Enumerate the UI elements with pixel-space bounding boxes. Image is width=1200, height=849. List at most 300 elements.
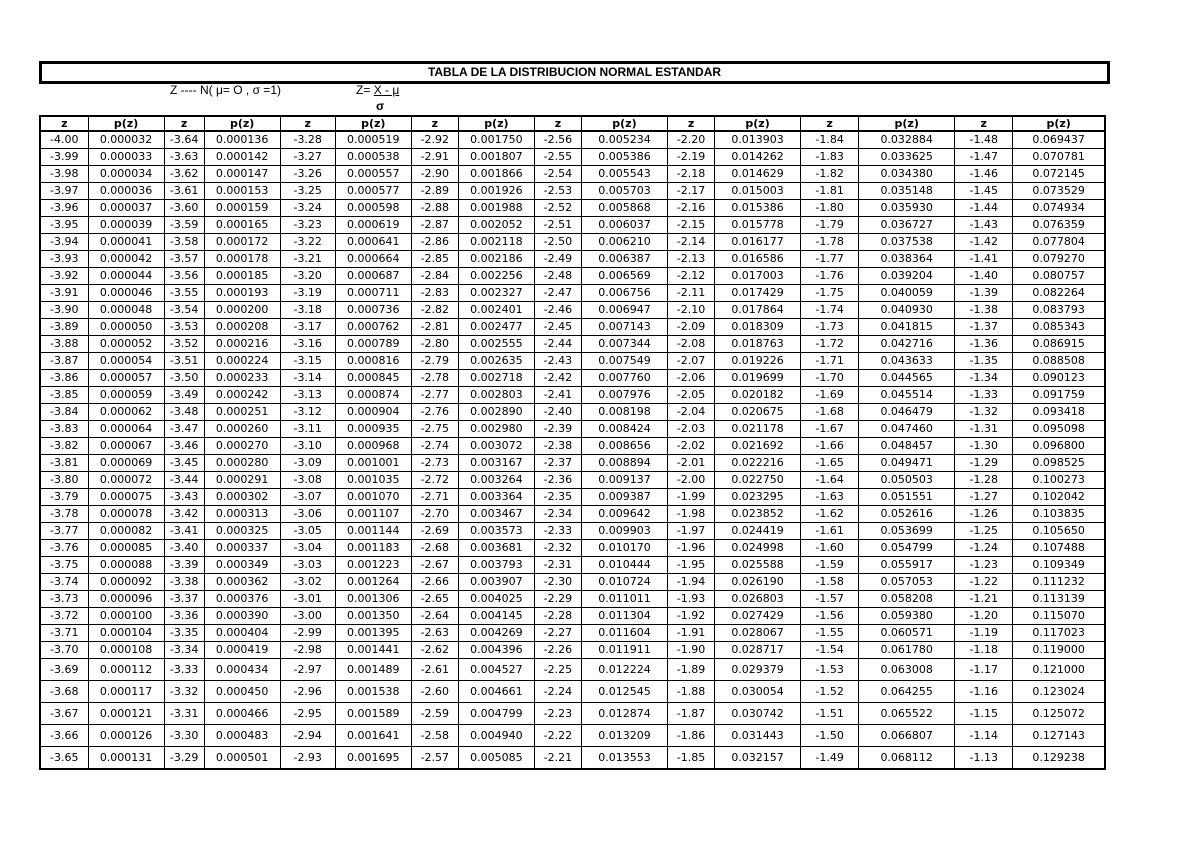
z-value-cell: -2.18	[668, 166, 715, 183]
probability-cell: 0.102042	[1013, 489, 1105, 506]
z-value-cell: -2.84	[411, 268, 458, 285]
z-value-cell: -1.45	[955, 183, 1013, 200]
probability-cell: 0.000968	[335, 438, 411, 455]
z-value-cell: -2.33	[534, 523, 581, 540]
probability-cell: 0.000224	[204, 353, 280, 370]
probability-cell: 0.002477	[458, 319, 534, 336]
z-value-cell: -2.59	[411, 703, 458, 725]
z-value-cell: -2.76	[411, 404, 458, 421]
probability-cell: 0.000483	[204, 725, 280, 747]
z-value-cell: -3.17	[280, 319, 335, 336]
probability-cell: 0.006037	[581, 217, 667, 234]
probability-cell: 0.000280	[204, 455, 280, 472]
z-value-cell: -2.32	[534, 540, 581, 557]
probability-cell: 0.061780	[859, 642, 955, 659]
probability-cell: 0.021178	[715, 421, 801, 438]
z-value-cell: -3.53	[164, 319, 204, 336]
table-row	[40, 149, 1105, 166]
probability-cell: 0.028717	[715, 642, 801, 659]
probability-cell: 0.048457	[859, 438, 955, 455]
probability-cell: 0.001035	[335, 472, 411, 489]
probability-cell: 0.007344	[581, 336, 667, 353]
z-value-cell: -2.72	[411, 472, 458, 489]
probability-cell: 0.006947	[581, 302, 667, 319]
probability-cell: 0.000251	[204, 404, 280, 421]
probability-cell: 0.119000	[1013, 642, 1105, 659]
z-value-cell: -2.99	[280, 625, 335, 642]
z-value-cell: -1.21	[955, 591, 1013, 608]
z-value-cell: -2.11	[668, 285, 715, 302]
probability-cell: 0.052616	[859, 506, 955, 523]
probability-cell: 0.105650	[1013, 523, 1105, 540]
probability-cell: 0.000153	[204, 183, 280, 200]
z-value-cell: -3.23	[280, 217, 335, 234]
probability-cell: 0.003907	[458, 574, 534, 591]
probability-cell: 0.070781	[1013, 149, 1105, 166]
z-value-cell: -2.90	[411, 166, 458, 183]
z-value-cell: -1.56	[801, 608, 859, 625]
probability-cell: 0.001107	[335, 506, 411, 523]
z-value-cell: -1.14	[955, 725, 1013, 747]
header-pz: p(z)	[335, 116, 411, 131]
probability-cell: 0.000208	[204, 319, 280, 336]
probability-cell: 0.010444	[581, 557, 667, 574]
probability-cell: 0.000216	[204, 336, 280, 353]
z-value-cell: -1.71	[801, 353, 859, 370]
probability-cell: 0.000935	[335, 421, 411, 438]
probability-cell: 0.001070	[335, 489, 411, 506]
probability-cell: 0.017003	[715, 268, 801, 285]
table-row	[40, 234, 1105, 251]
z-value-cell: -3.14	[280, 370, 335, 387]
z-value-cell: -1.97	[668, 523, 715, 540]
z-value-cell: -3.87	[40, 353, 88, 370]
z-value-cell: -1.55	[801, 625, 859, 642]
table-row	[40, 642, 1105, 659]
z-value-cell: -3.50	[164, 370, 204, 387]
probability-cell: 0.025588	[715, 557, 801, 574]
probability-cell: 0.000816	[335, 353, 411, 370]
z-value-cell: -1.47	[955, 149, 1013, 166]
z-value-cell: -1.86	[668, 725, 715, 747]
probability-cell: 0.004025	[458, 591, 534, 608]
probability-cell: 0.000069	[88, 455, 164, 472]
z-value-cell: -3.27	[280, 149, 335, 166]
probability-cell: 0.009387	[581, 489, 667, 506]
probability-cell: 0.022216	[715, 455, 801, 472]
table-row	[40, 353, 1105, 370]
z-value-cell: -2.26	[534, 642, 581, 659]
probability-cell: 0.012224	[581, 659, 667, 681]
z-value-cell: -1.63	[801, 489, 859, 506]
z-value-cell: -1.78	[801, 234, 859, 251]
probability-cell: 0.002890	[458, 404, 534, 421]
probability-cell: 0.000349	[204, 557, 280, 574]
probability-cell: 0.050503	[859, 472, 955, 489]
table-row	[40, 438, 1105, 455]
probability-cell: 0.115070	[1013, 608, 1105, 625]
z-value-cell: -3.39	[164, 557, 204, 574]
z-value-cell: -1.40	[955, 268, 1013, 285]
table-row	[40, 523, 1105, 540]
probability-cell: 0.001001	[335, 455, 411, 472]
z-value-cell: -3.92	[40, 268, 88, 285]
table-row	[40, 472, 1105, 489]
probability-cell: 0.000789	[335, 336, 411, 353]
probability-cell: 0.032157	[715, 747, 801, 770]
normal-distribution-table-container	[39, 115, 1106, 770]
probability-cell: 0.002256	[458, 268, 534, 285]
z-value-cell: -2.36	[534, 472, 581, 489]
probability-cell: 0.000041	[88, 234, 164, 251]
standardization-formula	[356, 83, 399, 97]
probability-cell: 0.049471	[859, 455, 955, 472]
table-row	[40, 387, 1105, 404]
z-value-cell: -1.34	[955, 370, 1013, 387]
probability-cell: 0.051551	[859, 489, 955, 506]
z-value-cell: -3.11	[280, 421, 335, 438]
z-value-cell: -3.42	[164, 506, 204, 523]
probability-cell: 0.000142	[204, 149, 280, 166]
z-value-cell: -1.28	[955, 472, 1013, 489]
z-value-cell: -1.20	[955, 608, 1013, 625]
z-value-cell: -1.54	[801, 642, 859, 659]
z-value-cell: -1.53	[801, 659, 859, 681]
table-row	[40, 217, 1105, 234]
z-value-cell: -3.34	[164, 642, 204, 659]
z-value-cell: -2.97	[280, 659, 335, 681]
z-value-cell: -3.97	[40, 183, 88, 200]
z-value-cell: -1.22	[955, 574, 1013, 591]
z-value-cell: -3.72	[40, 608, 88, 625]
probability-cell: 0.091759	[1013, 387, 1105, 404]
z-value-cell: -2.63	[411, 625, 458, 642]
probability-cell: 0.000078	[88, 506, 164, 523]
z-value-cell: -3.04	[280, 540, 335, 557]
probability-cell: 0.000619	[335, 217, 411, 234]
z-value-cell: -1.30	[955, 438, 1013, 455]
z-value-cell: -2.42	[534, 370, 581, 387]
z-value-cell: -2.20	[668, 131, 715, 149]
table-row	[40, 455, 1105, 472]
z-value-cell: -2.86	[411, 234, 458, 251]
probability-cell: 0.000112	[88, 659, 164, 681]
z-value-cell: -2.07	[668, 353, 715, 370]
probability-cell: 0.000762	[335, 319, 411, 336]
z-value-cell: -1.62	[801, 506, 859, 523]
z-value-cell: -1.31	[955, 421, 1013, 438]
probability-cell: 0.000466	[204, 703, 280, 725]
probability-cell: 0.047460	[859, 421, 955, 438]
z-value-cell: -3.60	[164, 200, 204, 217]
probability-cell: 0.000062	[88, 404, 164, 421]
probability-cell: 0.001306	[335, 591, 411, 608]
z-value-cell: -1.77	[801, 251, 859, 268]
probability-cell: 0.000687	[335, 268, 411, 285]
z-value-cell: -3.29	[164, 747, 204, 770]
probability-cell: 0.111232	[1013, 574, 1105, 591]
z-value-cell: -2.05	[668, 387, 715, 404]
probability-cell: 0.003264	[458, 472, 534, 489]
probability-cell: 0.005386	[581, 149, 667, 166]
z-value-cell: -3.57	[164, 251, 204, 268]
z-value-cell: -2.52	[534, 200, 581, 217]
probability-cell: 0.011604	[581, 625, 667, 642]
probability-cell: 0.024998	[715, 540, 801, 557]
table-row	[40, 166, 1105, 183]
z-value-cell: -3.24	[280, 200, 335, 217]
probability-cell: 0.127143	[1013, 725, 1105, 747]
z-value-cell: -3.33	[164, 659, 204, 681]
probability-cell: 0.002635	[458, 353, 534, 370]
probability-cell: 0.003793	[458, 557, 534, 574]
probability-cell: 0.010724	[581, 574, 667, 591]
probability-cell: 0.028067	[715, 625, 801, 642]
z-value-cell: -1.68	[801, 404, 859, 421]
probability-cell: 0.016586	[715, 251, 801, 268]
z-value-cell: -2.65	[411, 591, 458, 608]
probability-cell: 0.088508	[1013, 353, 1105, 370]
z-value-cell: -2.16	[668, 200, 715, 217]
probability-cell: 0.000736	[335, 302, 411, 319]
probability-cell: 0.005543	[581, 166, 667, 183]
z-value-cell: -1.87	[668, 703, 715, 725]
z-value-cell: -2.46	[534, 302, 581, 319]
probability-cell: 0.082264	[1013, 285, 1105, 302]
z-value-cell: -1.36	[955, 336, 1013, 353]
z-value-cell: -2.06	[668, 370, 715, 387]
distribution-notation: Z ---- N( μ= O , σ =1)	[170, 83, 281, 97]
z-value-cell: -3.74	[40, 574, 88, 591]
z-value-cell: -1.57	[801, 591, 859, 608]
z-value-cell: -2.64	[411, 608, 458, 625]
probability-cell: 0.000044	[88, 268, 164, 285]
z-value-cell: -3.05	[280, 523, 335, 540]
z-value-cell: -2.81	[411, 319, 458, 336]
z-value-cell: -3.89	[40, 319, 88, 336]
z-value-cell: -2.14	[668, 234, 715, 251]
z-value-cell: -1.29	[955, 455, 1013, 472]
header-z: z	[280, 116, 335, 131]
probability-cell: 0.000064	[88, 421, 164, 438]
probability-cell: 0.036727	[859, 217, 955, 234]
probability-cell: 0.000185	[204, 268, 280, 285]
probability-cell: 0.065522	[859, 703, 955, 725]
probability-cell: 0.015386	[715, 200, 801, 217]
z-value-cell: -3.73	[40, 591, 88, 608]
z-value-cell: -3.35	[164, 625, 204, 642]
probability-cell: 0.002803	[458, 387, 534, 404]
probability-cell: 0.001750	[458, 131, 534, 149]
formula-prefix: Z=	[356, 83, 371, 97]
probability-cell: 0.073529	[1013, 183, 1105, 200]
z-value-cell: -3.02	[280, 574, 335, 591]
probability-cell: 0.018309	[715, 319, 801, 336]
probability-cell: 0.014262	[715, 149, 801, 166]
z-value-cell: -3.25	[280, 183, 335, 200]
z-value-cell: -3.79	[40, 489, 88, 506]
probability-cell: 0.093418	[1013, 404, 1105, 421]
z-value-cell: -3.83	[40, 421, 88, 438]
probability-cell: 0.000054	[88, 353, 164, 370]
probability-cell: 0.000108	[88, 642, 164, 659]
probability-cell: 0.077804	[1013, 234, 1105, 251]
z-value-cell: -2.45	[534, 319, 581, 336]
z-value-cell: -2.10	[668, 302, 715, 319]
z-value-cell: -3.51	[164, 353, 204, 370]
z-value-cell: -3.20	[280, 268, 335, 285]
z-value-cell: -2.85	[411, 251, 458, 268]
header-row	[40, 116, 1105, 131]
probability-cell: 0.085343	[1013, 319, 1105, 336]
probability-cell: 0.002401	[458, 302, 534, 319]
probability-cell: 0.100273	[1013, 472, 1105, 489]
probability-cell: 0.007143	[581, 319, 667, 336]
probability-cell: 0.000067	[88, 438, 164, 455]
header-z: z	[801, 116, 859, 131]
formula-numerator: X - μ	[373, 83, 400, 97]
probability-cell: 0.000874	[335, 387, 411, 404]
header-pz: p(z)	[204, 116, 280, 131]
probability-cell: 0.033625	[859, 149, 955, 166]
z-value-cell: -3.55	[164, 285, 204, 302]
z-value-cell: -2.96	[280, 681, 335, 703]
probability-cell: 0.074934	[1013, 200, 1105, 217]
z-value-cell: -3.03	[280, 557, 335, 574]
z-value-cell: -1.89	[668, 659, 715, 681]
z-value-cell: -3.36	[164, 608, 204, 625]
probability-cell: 0.000085	[88, 540, 164, 557]
probability-cell: 0.011911	[581, 642, 667, 659]
probability-cell: 0.015003	[715, 183, 801, 200]
probability-cell: 0.000291	[204, 472, 280, 489]
probability-cell: 0.046479	[859, 404, 955, 421]
probability-cell: 0.107488	[1013, 540, 1105, 557]
z-value-cell: -2.93	[280, 747, 335, 770]
probability-cell: 0.000193	[204, 285, 280, 302]
probability-cell: 0.024419	[715, 523, 801, 540]
z-value-cell: -3.68	[40, 681, 88, 703]
probability-cell: 0.000260	[204, 421, 280, 438]
header-pz: p(z)	[458, 116, 534, 131]
probability-cell: 0.031443	[715, 725, 801, 747]
z-value-cell: -2.24	[534, 681, 581, 703]
probability-cell: 0.083793	[1013, 302, 1105, 319]
header-pz: p(z)	[715, 116, 801, 131]
z-value-cell: -1.32	[955, 404, 1013, 421]
z-value-cell: -1.26	[955, 506, 1013, 523]
probability-cell: 0.090123	[1013, 370, 1105, 387]
z-value-cell: -3.71	[40, 625, 88, 642]
z-value-cell: -3.69	[40, 659, 88, 681]
z-value-cell: -2.66	[411, 574, 458, 591]
probability-cell: 0.000036	[88, 183, 164, 200]
z-value-cell: -1.13	[955, 747, 1013, 770]
probability-cell: 0.000032	[88, 131, 164, 149]
table-title: TABLA DE LA DISTRIBUCION NORMAL ESTANDAR	[39, 61, 1110, 84]
z-value-cell: -1.65	[801, 455, 859, 472]
z-value-cell: -3.47	[164, 421, 204, 438]
probability-cell: 0.006387	[581, 251, 667, 268]
probability-cell: 0.006569	[581, 268, 667, 285]
z-value-cell: -2.57	[411, 747, 458, 770]
table-body	[40, 131, 1105, 769]
probability-cell: 0.037538	[859, 234, 955, 251]
probability-cell: 0.020675	[715, 404, 801, 421]
z-value-cell: -1.74	[801, 302, 859, 319]
probability-cell: 0.019699	[715, 370, 801, 387]
z-value-cell: -2.87	[411, 217, 458, 234]
z-value-cell: -3.44	[164, 472, 204, 489]
z-value-cell: -1.59	[801, 557, 859, 574]
z-value-cell: -2.78	[411, 370, 458, 387]
probability-cell: 0.054799	[859, 540, 955, 557]
probability-cell: 0.109349	[1013, 557, 1105, 574]
z-value-cell: -2.71	[411, 489, 458, 506]
z-value-cell: -1.18	[955, 642, 1013, 659]
z-value-cell: -2.73	[411, 455, 458, 472]
table-row	[40, 251, 1105, 268]
z-value-cell: -1.83	[801, 149, 859, 166]
z-value-cell: -3.58	[164, 234, 204, 251]
table-row	[40, 302, 1105, 319]
probability-cell: 0.004799	[458, 703, 534, 725]
probability-cell: 0.002327	[458, 285, 534, 302]
header-z: z	[534, 116, 581, 131]
z-value-cell: -2.56	[534, 131, 581, 149]
z-value-cell: -2.30	[534, 574, 581, 591]
probability-cell: 0.007976	[581, 387, 667, 404]
probability-cell: 0.003072	[458, 438, 534, 455]
probability-cell: 0.005868	[581, 200, 667, 217]
z-value-cell: -2.39	[534, 421, 581, 438]
probability-cell: 0.012545	[581, 681, 667, 703]
z-value-cell: -2.38	[534, 438, 581, 455]
probability-cell: 0.086915	[1013, 336, 1105, 353]
probability-cell: 0.041815	[859, 319, 955, 336]
z-value-cell: -3.80	[40, 472, 88, 489]
probability-cell: 0.103835	[1013, 506, 1105, 523]
z-value-cell: -3.48	[164, 404, 204, 421]
z-value-cell: -1.70	[801, 370, 859, 387]
probability-cell: 0.005703	[581, 183, 667, 200]
probability-cell: 0.003467	[458, 506, 534, 523]
table-row	[40, 268, 1105, 285]
probability-cell: 0.000376	[204, 591, 280, 608]
z-value-cell: -3.16	[280, 336, 335, 353]
probability-cell: 0.017429	[715, 285, 801, 302]
z-value-cell: -1.91	[668, 625, 715, 642]
probability-cell: 0.072145	[1013, 166, 1105, 183]
probability-cell: 0.014629	[715, 166, 801, 183]
z-value-cell: -2.27	[534, 625, 581, 642]
probability-cell: 0.001144	[335, 523, 411, 540]
z-value-cell: -3.96	[40, 200, 88, 217]
probability-cell: 0.000048	[88, 302, 164, 319]
z-value-cell: -2.08	[668, 336, 715, 353]
probability-cell: 0.001866	[458, 166, 534, 183]
probability-cell: 0.000126	[88, 725, 164, 747]
z-value-cell: -2.94	[280, 725, 335, 747]
probability-cell: 0.000434	[204, 659, 280, 681]
z-value-cell: -3.43	[164, 489, 204, 506]
z-value-cell: -2.09	[668, 319, 715, 336]
z-value-cell: -2.13	[668, 251, 715, 268]
z-value-cell: -2.34	[534, 506, 581, 523]
z-value-cell: -1.52	[801, 681, 859, 703]
z-value-cell: -1.64	[801, 472, 859, 489]
probability-cell: 0.013553	[581, 747, 667, 770]
